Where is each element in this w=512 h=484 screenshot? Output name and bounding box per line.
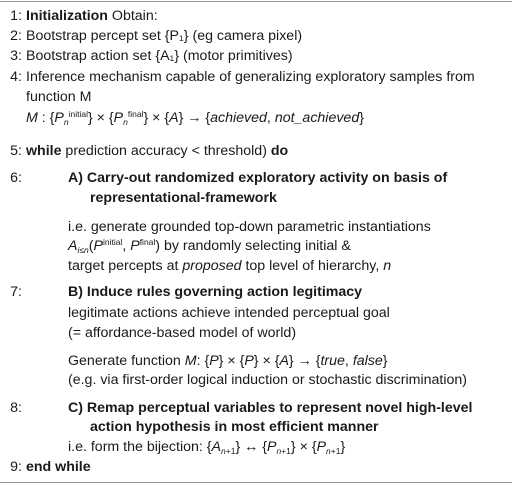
detail-text: target percepts at <box>68 258 183 274</box>
heading-text: action hypothesis in most efficient manner <box>90 419 379 435</box>
step-7-detail: legitimate actions achieve intended perceptual goal <box>68 305 390 321</box>
step-7-detail: (= affordance-based model of world) <box>68 325 297 341</box>
step-1 <box>26 8 158 24</box>
step-6-detail: $A_{i\le n}(P^{initial}$, $P^{final}$) by randomly selecting initial & <box>68 237 351 255</box>
line-number: 2: <box>10 28 22 44</box>
line-number: 9: <box>10 459 22 475</box>
step-3: Bootstrap action set {A₁} (motor primitives) <box>26 48 293 64</box>
detail-text: by randomly selecting initial & <box>163 238 351 254</box>
keyword-end-while: end while <box>26 459 91 475</box>
step-4-cont: function M <box>26 89 92 105</box>
line-number: 4: <box>10 69 22 85</box>
step-text: prediction accuracy < threshold) <box>61 143 271 159</box>
step-7-detail: (e.g. via first-order logical induction or stochastic discrimination) <box>68 372 467 388</box>
top-rule <box>0 1 512 2</box>
step-8-heading <box>68 400 472 416</box>
heading-text: representational-framework <box>90 190 277 206</box>
keyword-do: do <box>270 143 289 159</box>
heading-text: B) Induce rules governing action legitimacy <box>68 284 363 300</box>
step-8-heading-cont <box>90 419 379 435</box>
line-number: 7: <box>10 284 22 300</box>
step-6-heading-cont <box>90 190 277 206</box>
line-number: 1: <box>10 8 22 24</box>
step-8-detail: i.e. form the bijection: $\{A_{n+1}\}$ ↔ $\{P_{n+1}\} \times \{P_{n+1}\}$ <box>68 439 346 456</box>
keyword-while: while <box>26 143 62 159</box>
line-number: 8: <box>10 400 22 416</box>
line-number: 5: <box>10 143 22 159</box>
detail-text: top level of hierarchy, n <box>241 258 392 274</box>
step-2: Bootstrap percept set {P₁} (eg camera pixel) <box>26 28 303 44</box>
line-number: 3: <box>10 48 22 64</box>
step-7-detail: Generate function M: {P} × {P} × {A} → {true, false} <box>68 353 388 369</box>
step-5 <box>26 143 288 159</box>
heading-text: C) Remap perceptual variables to represent novel high-level <box>68 400 473 416</box>
step-9 <box>26 459 91 475</box>
step-4: Inference mechanism capable of generalizing exploratory samples from <box>26 69 475 85</box>
step-7-heading <box>68 284 362 300</box>
heading-text: A) Carry-out randomized exploratory activity on basis of <box>68 170 448 186</box>
detail-emphasis: proposed <box>182 258 242 274</box>
bottom-rule <box>0 482 512 483</box>
step-6-heading <box>68 170 447 186</box>
step-heading: Initialization <box>26 8 108 24</box>
function-definition: M : $\{P_n^{initial}\} \times \{P_n^{final}\} \times \{A\}$ → {achieved, not_achieved} <box>26 109 364 127</box>
step-6-detail <box>68 258 391 274</box>
step-text: Obtain: <box>107 8 158 24</box>
step-6-detail: i.e. generate grounded top-down parametric instantiations <box>68 219 431 235</box>
line-number: 6: <box>10 170 22 186</box>
